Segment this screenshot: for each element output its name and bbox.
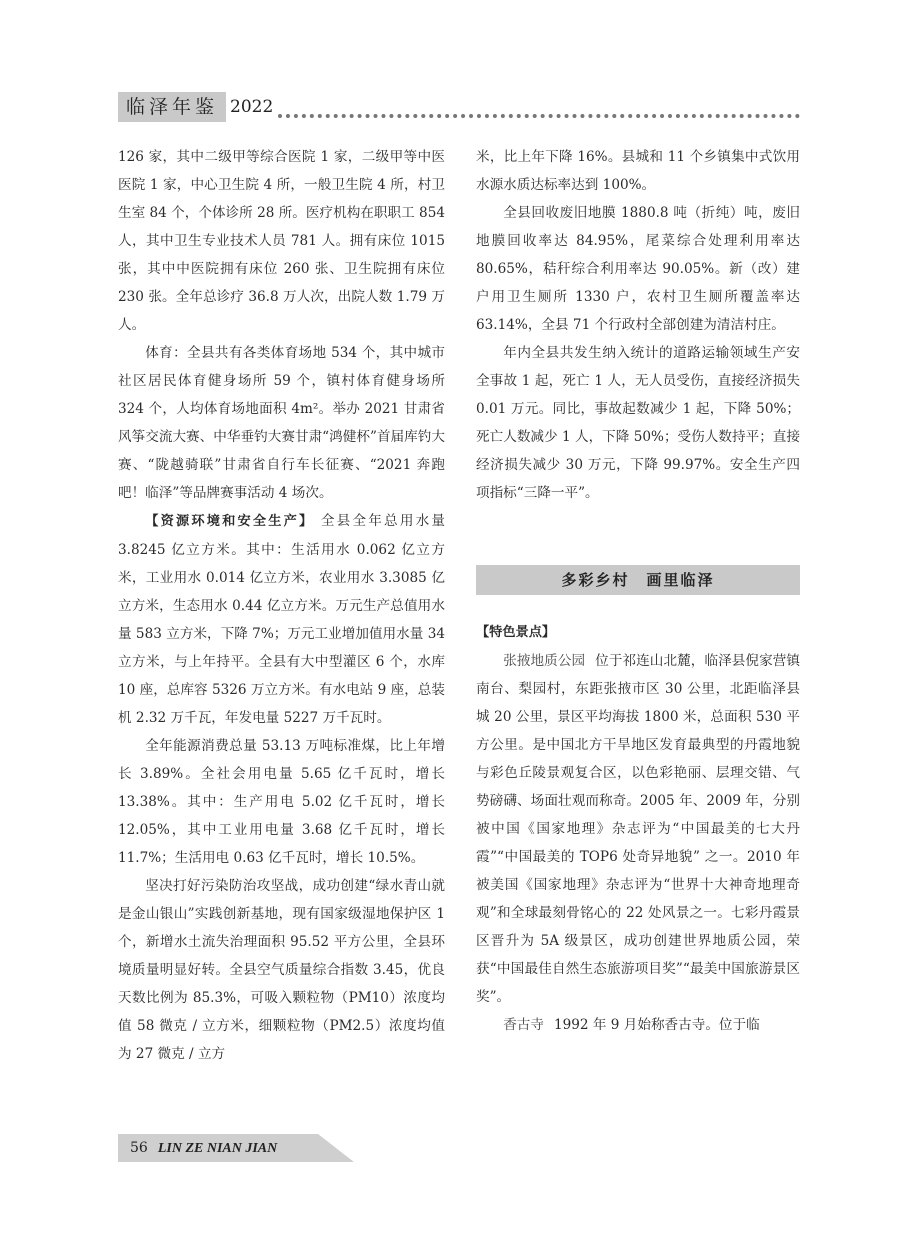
page-header [118, 92, 800, 122]
geopark-description: 位于祁连山北麓，临泽县倪家营镇南台、梨园村，东距张掖市区 30 公里，北距临泽县城 20 公里，景区平均海拔 1800 米，总面积 530 平方公里。是中国北方干旱地区发育最典型的丹霞地貌与彩色丘陵景观复合区，以色彩艳丽、层理交错、气势磅礴、场面壮观而称奇。2005 年、2009 年，分别被中国《国家地理》杂志评为“中国最美的七大丹霞”“中国最美的 TOP6 处奇异地貌” 之一。2010 年被美国《国家地理》杂志评为“世界十大神奇地理奇观”和全球最刻骨铭心的 22 处风景之一。七彩丹霞景区晋升为 5A 级景区，成功创建世界地质公园，荣获“中国最佳自然生态旅游项目奖”“最美中国旅游景区奖”。 [476, 653, 801, 1005]
paragraph-sports: 体育：全县共有各类体育场地 534 个，其中城市社区居民体育健身场所 59 个，镇村体育健身场所 324 个，人均体育场地面积 4m²。举办 2021 甘肃省风筝交流大赛、中华垂钓大赛甘肃“鸿健杯”首届库钓大赛、“陇越骑联”甘肃省自行车长征赛、“2021 奔跑吧！临泽”等品牌赛事活动 4 场次。 [118, 345, 445, 501]
attraction-name-geopark: 张掖地质公园 [503, 653, 586, 669]
subheading-featured-attractions: 【特色景点】 [476, 625, 556, 640]
paragraph-energy-consumption: 全年能源消费总量 53.13 万吨标准煤，比上年增长 3.89%。全社会用电量 5.65 亿千瓦时，增长 13.38%。其中：生产用电 5.02 亿千瓦时，增长 12.05%，其中工业用电量 3.68 亿千瓦时，增长 11.7%；生活用电 0.63 亿千瓦时，增长 10.5%。 [118, 738, 445, 866]
running-title: LIN ZE NIAN JIAN [157, 1141, 278, 1156]
footer-text [130, 1134, 277, 1163]
paragraph-road-safety: 年内全县共发生纳入统计的道路运输领域生产安全事故 1 起，死亡 1 人，无人员受伤，直接经济损失 0.01 万元。同比，事故起数减少 1 起，下降 50%；死亡人数减少 1 人，下降 50%；受伤人数持平；直接经济损失减少 30 万元，下降 99.97%。安全生产四项指标“三降一平”。 [476, 345, 800, 501]
right-column [476, 143, 800, 1039]
header-dotted-rule [278, 114, 800, 118]
water-resources-text: 全县全年总用水量 3.8245 亿立方米。其中：生活用水 0.062 亿立方米，工业用水 0.014 亿立方米，农业用水 3.3085 亿立方米，生态用水 0.44 亿立方米。万元生产总值用水量 583 立方米，下降 7%；万元工业增加值用水量 34 立方米，与上年持平。全县有大中型灌区 6 个，水库 10 座，总库容 5326 万立方米。有水电站 9 座，总装机 2.32 万千瓦，年发电量 5227 万千瓦时。 [118, 513, 445, 726]
temple-description: 1992 年 9 月始称香古寺。位于临 [553, 1017, 760, 1033]
paragraph-pollution-control: 坚决打好污染防治攻坚战，成功创建“绿水青山就是金山银山”实践创新基地，现有国家级湿地保护区 1 个，新增水土流失治理面积 95.52 平方公里，全县环境质量明显好转。全县空气质量综合指数 3.45，优良天数比例为 85.3%，可吸入颗粒物（PM10）浓度均值 58 微克 / 立方米，细颗粒物（PM2.5）浓度均值为 27 微克 / 立方 [118, 878, 445, 1062]
yearbook-year: 2022 [230, 97, 274, 117]
paragraph-waste-recycling: 全县回收废旧地膜 1880.8 吨（折纯）吨，废旧地膜回收率达 84.95%，尾菜综合处理利用率达 80.65%，秸秆综合利用率达 90.05%。新（改）建户用卫生厕所 1330 户，农村卫生厕所覆盖率达 63.14%，全县 71 个行政村全部创建为清洁村庄。 [476, 205, 800, 333]
paragraph-medical-institutions: 126 家，其中二级甲等综合医院 1 家，二级甲等中医医院 1 家，中心卫生院 4 所，一般卫生院 4 所，村卫生室 84 个，个体诊所 28 所。医疗机构在职职工 854 人，其中卫生专业技术人员 781 人。拥有床位 1015 张，其中中医院拥有床位 260 张、卫生院拥有床位 230 张。全年总诊疗 36.8 万人次，出院人数 1.79 万人。 [118, 149, 445, 333]
yearbook-title: 临泽年鉴 [118, 92, 226, 122]
attraction-name-temple: 香古寺 [503, 1017, 544, 1033]
paragraph-water-quality: 米，比上年下降 16%。县城和 11 个乡镇集中式饮用水源水质达标率达到 100%。 [476, 149, 800, 193]
section-spacer-small [476, 597, 800, 619]
paragraph-zhangye-geopark [476, 647, 800, 1011]
paragraph-xianggu-temple [476, 1011, 800, 1039]
section-banner: 多彩乡村 画里临泽 [476, 565, 800, 595]
paragraph-water-resources [118, 507, 445, 732]
page-footer [118, 1134, 354, 1162]
left-column [118, 143, 445, 1068]
section-heading-resources-environment: 【资源环境和安全生产】 [145, 514, 315, 529]
page-number: 56 [130, 1140, 148, 1156]
section-spacer [476, 507, 800, 563]
